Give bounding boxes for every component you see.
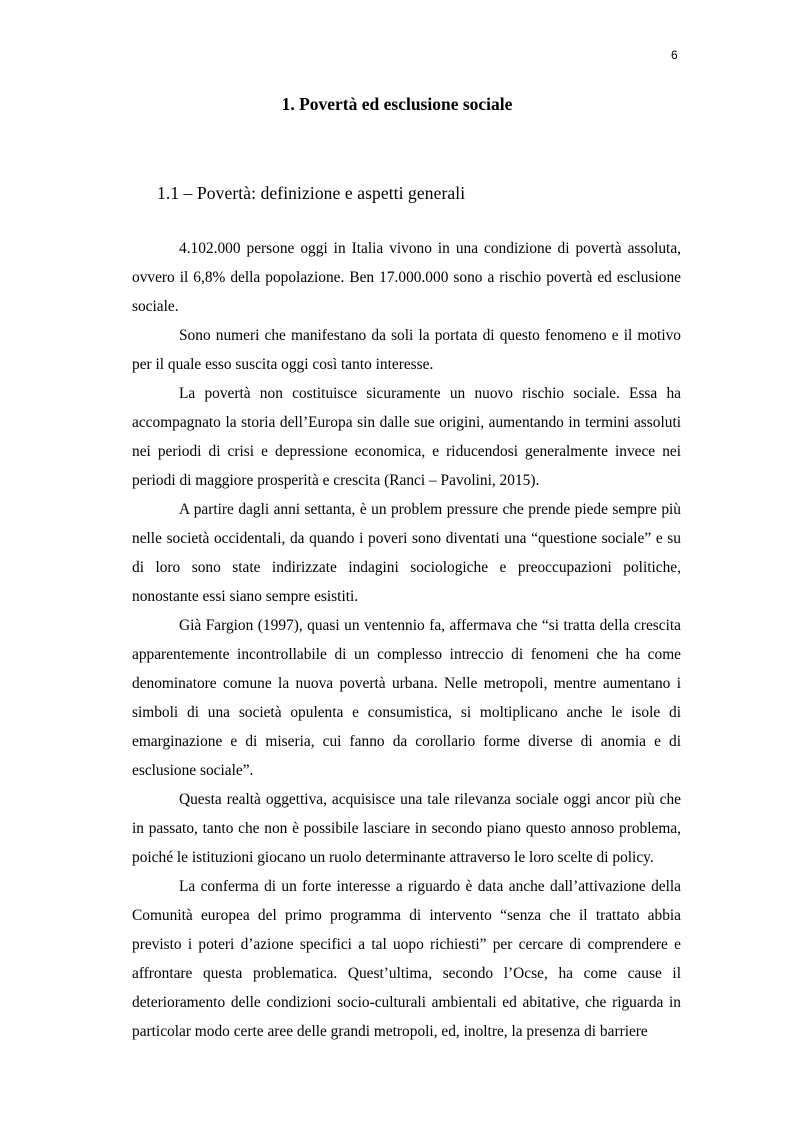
page-number: 6 [671,48,678,62]
paragraph: A partire dagli anni settanta, è un problem pressure che prende piede sempre più nelle società occidentali, da quando i poveri sono diventati una “questione sociale” e su di loro sono state indirizzate indagini sociologiche e preoccupazioni politiche, nonostante essi siano sempre esistiti. [132,501,681,605]
paragraph: Questa realtà oggettiva, acquisisce una tale rilevanza sociale oggi ancor più che in passato, tanto che non è possibile lasciare in secondo piano questo annoso problema, poiché le istituzioni giocano un ruolo determinante attraverso le loro scelte di policy. [132,791,681,866]
paragraph: La conferma di un forte interesse a riguardo è data anche dall’attivazione della Comunità europea del primo programma di intervento “senza che il trattato abbia previsto i poteri d’azione specifici a tal uopo richiesti” per cercare di comprendere e affrontare questa problematica. Quest’ultima, secondo l’Ocse, ha come cause il deterioramento delle condizioni socio-culturali ambientali ed abitative, che riguarda in particolar modo certe aree delle grandi metropoli, ed, inoltre, la presenza di barriere [132,878,681,1040]
paragraph: 4.102.000 persone oggi in Italia vivono in una condizione di povertà assoluta, ovvero il 6,8% della popolazione. Ben 17.000.000 sono a rischio povertà ed esclusione sociale. [132,240,681,315]
body-text [132,234,681,1046]
paragraph: Sono numeri che manifestano da soli la portata di questo fenomeno e il motivo per il quale esso suscita oggi così tanto interesse. [132,327,681,373]
paragraph: La povertà non costituisce sicuramente un nuovo rischio sociale. Essa ha accompagnato la storia dell’Europa sin dalle sue origini, aumentando in termini assoluti nei periodi di crisi e depressione economica, e riducendosi generalmente invece nei periodi di maggiore prosperità e crescita (Ranci – Pavolini, 2015). [132,385,681,489]
chapter-title: 1. Povertà ed esclusione sociale [281,94,513,114]
section-title: 1.1 – Povertà: definizione e aspetti generali [157,183,466,203]
paragraph: Già Fargion (1997), quasi un ventennio fa, affermava che “si tratta della crescita apparentemente incontrollabile di un complesso intreccio di fenomeni che ha come denominatore comune la nuova povertà urbana. Nelle metropoli, mentre aumentano i simboli di una società opulenta e consumistica, si moltiplicano anche le isole di emarginazione e di miseria, cui fanno da corollario forme diverse di anomia e di esclusione sociale”. [132,617,681,779]
